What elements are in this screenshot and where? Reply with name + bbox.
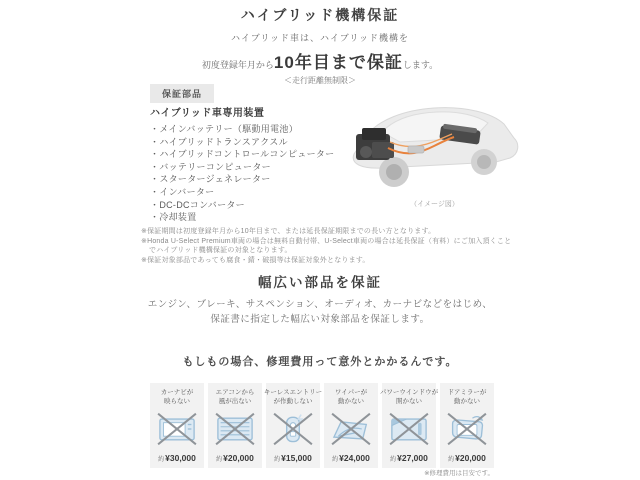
list-item: ・ 冷却装置 bbox=[150, 211, 360, 224]
page-title: ハイブリッド機構保証 bbox=[240, 7, 400, 23]
list-item: ・ インバーター bbox=[150, 186, 360, 199]
list-item: ・ ハイブリッドトランスアクスル bbox=[150, 136, 360, 149]
warranty-parts-badge: 保証部品 bbox=[150, 84, 214, 103]
note-line: ※Honda U-Select Premium車両の場合は無料自動付帯、U-Select車両の場合は延長保証（有料）にご加入頂くことでハイブリッド機構保証の対象となります。 bbox=[141, 237, 512, 254]
keyless-entry-icon bbox=[271, 410, 315, 448]
repair-card-door-mirror bbox=[440, 383, 494, 468]
repair-card-keyless-entry bbox=[263, 383, 323, 468]
repair-price: 約¥24,000 bbox=[332, 453, 370, 463]
repair-price: 約¥15,000 bbox=[274, 453, 312, 463]
parts-heading: ハイブリッド車専用装置 bbox=[150, 108, 265, 119]
note-line: ※保証対象部品であっても腐食・錆・破損等は保証対象外となります。 bbox=[141, 256, 370, 264]
note-line: ※保証期間は初度登録年月から10年目まで、または延長保証期限までの長い方となります。 bbox=[141, 228, 436, 235]
repair-price: 約¥20,000 bbox=[448, 453, 486, 463]
hybrid-car-diagram bbox=[342, 86, 527, 209]
repair-card-wiper bbox=[324, 383, 378, 468]
parts-list bbox=[150, 123, 360, 224]
list-item: ・ バッテリーコンピューター bbox=[150, 161, 360, 174]
repair-cost-lead: もしもの場合、修理費用って意外とかかるんです。 bbox=[182, 356, 458, 368]
repair-card-car-navigation bbox=[150, 383, 204, 468]
intro-suffix: します。 bbox=[402, 60, 439, 70]
repair-footnote: ※修理費用は目安です。 bbox=[424, 470, 494, 477]
repair-price: 約¥20,000 bbox=[216, 453, 254, 463]
repair-cost-cards bbox=[150, 383, 494, 468]
wide-parts-section-title: 幅広い部品を保証 bbox=[258, 275, 382, 290]
car-navigation-icon bbox=[155, 410, 199, 448]
repair-price: 約¥27,000 bbox=[390, 453, 428, 463]
repair-price: 約¥30,000 bbox=[158, 453, 196, 463]
warranty-parts-list-block bbox=[150, 104, 360, 224]
hybrid-car-illustration-icon bbox=[342, 86, 527, 194]
power-window-icon bbox=[387, 410, 431, 448]
intro-line2 bbox=[0, 48, 640, 73]
repair-card-air-conditioner bbox=[208, 383, 262, 468]
list-item: ・ ハイブリッドコントロールコンピューター bbox=[150, 148, 360, 161]
card-title: パワーウインドウが 開かない bbox=[379, 389, 439, 405]
card-title: キーレスエントリー が作動しない bbox=[263, 389, 323, 405]
repair-card-power-window bbox=[379, 383, 439, 468]
door-mirror-icon bbox=[445, 410, 489, 448]
card-title: エアコンから 風が出ない bbox=[215, 389, 255, 405]
list-item: ・ メインバッテリー（駆動用電池） bbox=[150, 123, 360, 136]
wiper-icon bbox=[329, 410, 373, 448]
intro-highlight: 10年目まで保証 bbox=[273, 53, 403, 72]
card-title: カーナビが 映らない bbox=[160, 389, 194, 405]
intro-prefix: 初度登録年月から bbox=[201, 60, 274, 70]
mileage-note: ＜走行距離無制限＞ bbox=[284, 76, 356, 85]
card-title: ドアミラーが 動かない bbox=[447, 389, 487, 405]
footnotes-block bbox=[141, 227, 513, 265]
air-conditioner-icon bbox=[213, 410, 257, 448]
intro-block bbox=[0, 31, 640, 86]
list-item: ・ スタータージェネレーター bbox=[150, 173, 360, 186]
image-caption: （イメージ図） bbox=[410, 201, 459, 208]
wide-parts-section-body bbox=[0, 297, 640, 327]
list-item: ・ DC-DCコンバーター bbox=[150, 199, 360, 212]
wide-body-line2: 保証書に指定した幅広い対象部品を保証します。 bbox=[210, 314, 430, 325]
intro-line1: ハイブリッド車は、ハイブリッド機構を bbox=[230, 33, 410, 43]
card-title: ワイパーが 動かない bbox=[334, 389, 368, 405]
wide-body-line1: エンジン、ブレーキ、サスペンション、オーディオ、カーナビなどをはじめ、 bbox=[147, 299, 493, 310]
